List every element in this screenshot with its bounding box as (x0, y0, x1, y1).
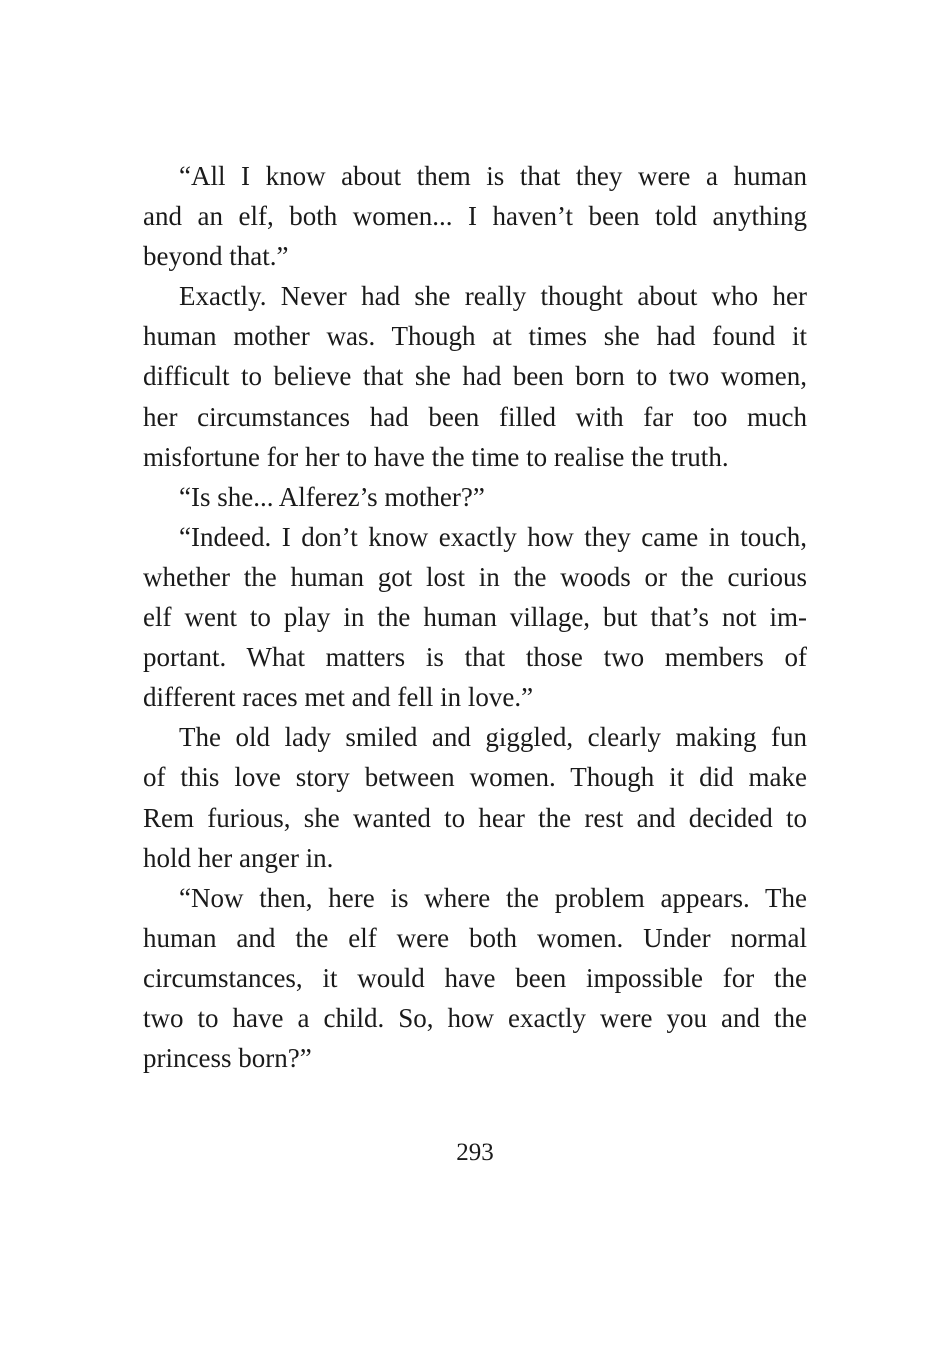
text-line: different races met and fell in love.” (143, 682, 534, 713)
text-line: human mother was. Though at times she had found it (143, 321, 807, 352)
text-line: “Is she... Alferez’s mother?” (179, 481, 485, 512)
text-line: The old lady smiled and giggled, clearly making fun (179, 722, 807, 753)
text-line: Rem furious, she wanted to hear the rest and decided to (143, 802, 807, 833)
text-line: Exactly. Never had she really thought about who her (179, 281, 807, 312)
paragraph-2 (143, 276, 807, 476)
text-line: her circumstances had been filled with far too much (143, 401, 807, 432)
paragraph-3 (143, 477, 807, 517)
text-line: beyond that.” (143, 241, 289, 272)
text-line: of this love story between women. Though it did make (143, 762, 807, 793)
text-line: princess born?” (143, 1043, 312, 1074)
text-line: “Now then, here is where the problem appears. The (179, 882, 807, 913)
text-line: whether the human got lost in the woods or the curious (143, 561, 807, 592)
body-text (143, 156, 807, 1078)
text-line: elf went to play in the human village, but that’s not im- (143, 602, 807, 633)
text-line: “Indeed. I don’t know exactly how they came in touch, (179, 521, 807, 552)
text-line: two to have a child. So, how exactly were you and the (143, 1002, 807, 1033)
paragraph-1 (143, 156, 807, 276)
paragraph-4 (143, 517, 807, 717)
text-line: and an elf, both women... I haven’t been told anything (143, 201, 807, 232)
text-line: circumstances, it would have been impossible for the (143, 962, 807, 993)
text-line: “All I know about them is that they were a human (179, 161, 807, 191)
text-line: difficult to believe that she had been born to two women, (143, 361, 807, 392)
text-line: misfortune for her to have the time to realise the truth. (143, 441, 729, 472)
paragraph-6 (143, 878, 807, 1078)
text-line: hold her anger in. (143, 842, 334, 873)
text-line: portant. What matters is that those two members of (143, 642, 807, 673)
page-number: 293 (456, 1139, 494, 1166)
text-line: human and the elf were both women. Under normal (143, 922, 807, 953)
paragraph-5 (143, 717, 807, 877)
